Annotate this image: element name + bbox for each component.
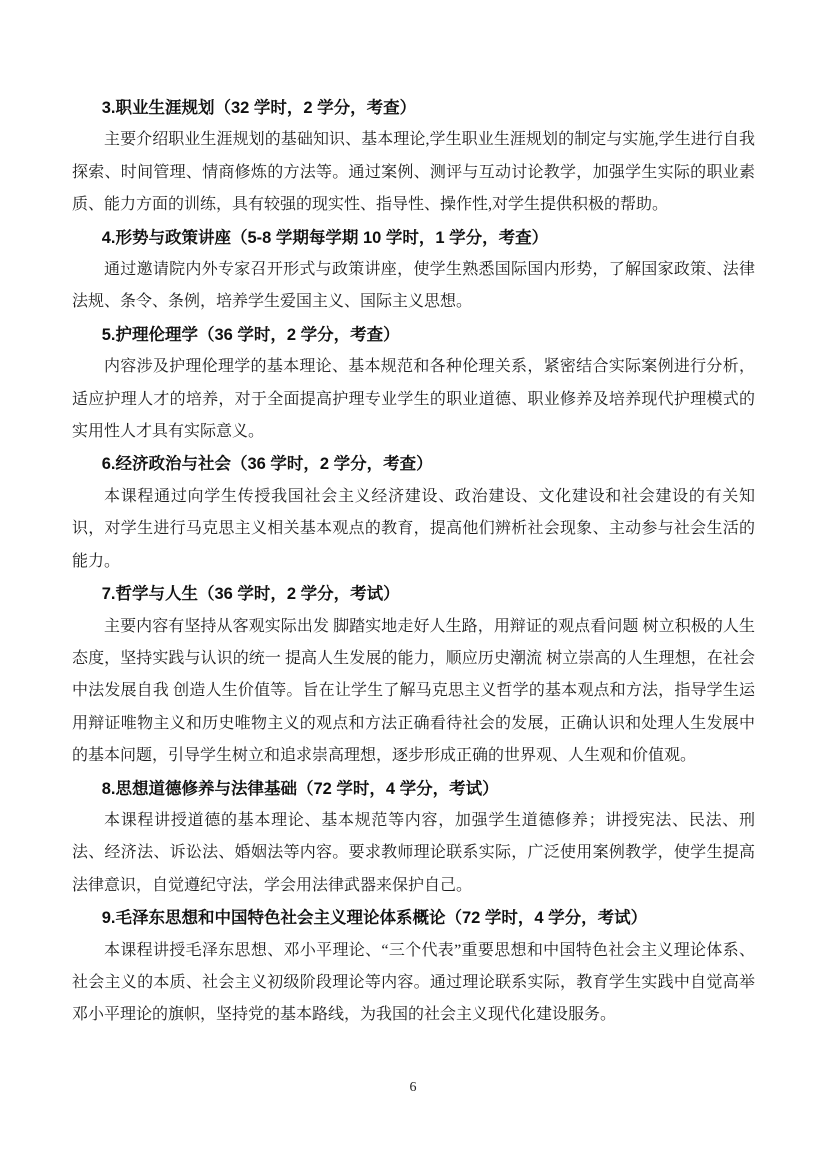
course-description-8: 本课程讲授道德的基本理论、基本规范等内容，加强学生道德修养；讲授宪法、民法、刑法、经济法、诉讼法、婚姻法等内容。要求教师理论联系实际，广泛使用案例教学，使学生提高法律意识，自觉遵纪守法，学会用法律武器来保护自己。 bbox=[72, 811, 755, 894]
course-heading-5: 5.护理伦理学（36 学时，2 学分，考查） bbox=[101, 325, 400, 344]
course-heading-3: 3.职业生涯规划（32 学时，2 学分，考查） bbox=[101, 99, 417, 117]
course-heading-9: 9.毛泽东思想和中国特色社会主义理论体系概论（72 学时，4 学分，考试） bbox=[101, 909, 648, 928]
course-description-6: 本课程通过向学生传授我国社会主义经济建设、政治建设、文化建设和社会建设的有关知识，对学生进行马克思主义相关基本观点的教育，提高他们辨析社会现象、主动参与社会生活的能力。 bbox=[72, 487, 755, 570]
course-heading-4: 4.形势与政策讲座（5-8 学期每学期 10 学时，1 学分，考查） bbox=[101, 228, 549, 247]
course-heading-6: 6.经济政治与社会（36 学时，2 学分，考查） bbox=[101, 455, 433, 474]
page-number: 6 bbox=[409, 1080, 417, 1095]
course-description-5: 内容涉及护理伦理学的基本理论、基本规范和各种伦理关系，紧密结合实际案例进行分析，适应护理人才的培养，对于全面提高护理专业学生的职业道德、职业修养及培养现代护理模式的实用性人才具有实际意义。 bbox=[72, 358, 755, 441]
course-description-7: 主要内容有坚持从客观实际出发 脚踏实地走好人生路，用辩证的观点看问题 树立积极的人生态度，坚持实践与认识的统一 提高人生发展的能力，顺应历史潮流 树立崇高的人生理想，在社会中法发展自我 创造人生价值等。旨在让学生了解马克思主义哲学的基本观点和方法，指导学生运用辩证唯物主义和历史唯物主义的观点和方法正确看待社会的发展，正确认识和处理人生发展中的基本问题，引导学生树立和追求崇高理想，逐步形成正确的世界观、人生观和价值观。 bbox=[72, 617, 755, 765]
course-description-4: 通过邀请院内外专家召开形式与政策讲座，使学生熟悉国际国内形势，了解国家政策、法律法规、条令、条例，培养学生爱国主义、国际主义思想。 bbox=[72, 261, 755, 311]
course-heading-7: 7.哲学与人生（36 学时，2 学分，考试） bbox=[101, 585, 400, 604]
course-description-3: 主要介绍职业生涯规划的基础知识、基本理论,学生职业生涯规划的制定与实施,学生进行自我探索、时间管理、情商修炼的方法等。通过案例、测评与互动讨论教学，加强学生实际的职业素质、能力方面的训练，具有较强的现实性、指导性、操作性,对学生提供积极的帮助。 bbox=[72, 131, 755, 214]
document-content bbox=[72, 92, 755, 1032]
course-description-9: 本课程讲授毛泽东思想、邓小平理论、“三个代表”重要思想和中国特色社会主义理论体系、社会主义的本质、社会主义初级阶段理论等内容。通过理论联系实际，教育学生实践中自觉高举邓小平理论的旗帜，坚持党的基本路线，为我国的社会主义现代化建设服务。 bbox=[72, 941, 755, 1024]
course-heading-8: 8.思想道德修养与法律基础（72 学时，4 学分，考试） bbox=[101, 779, 499, 798]
